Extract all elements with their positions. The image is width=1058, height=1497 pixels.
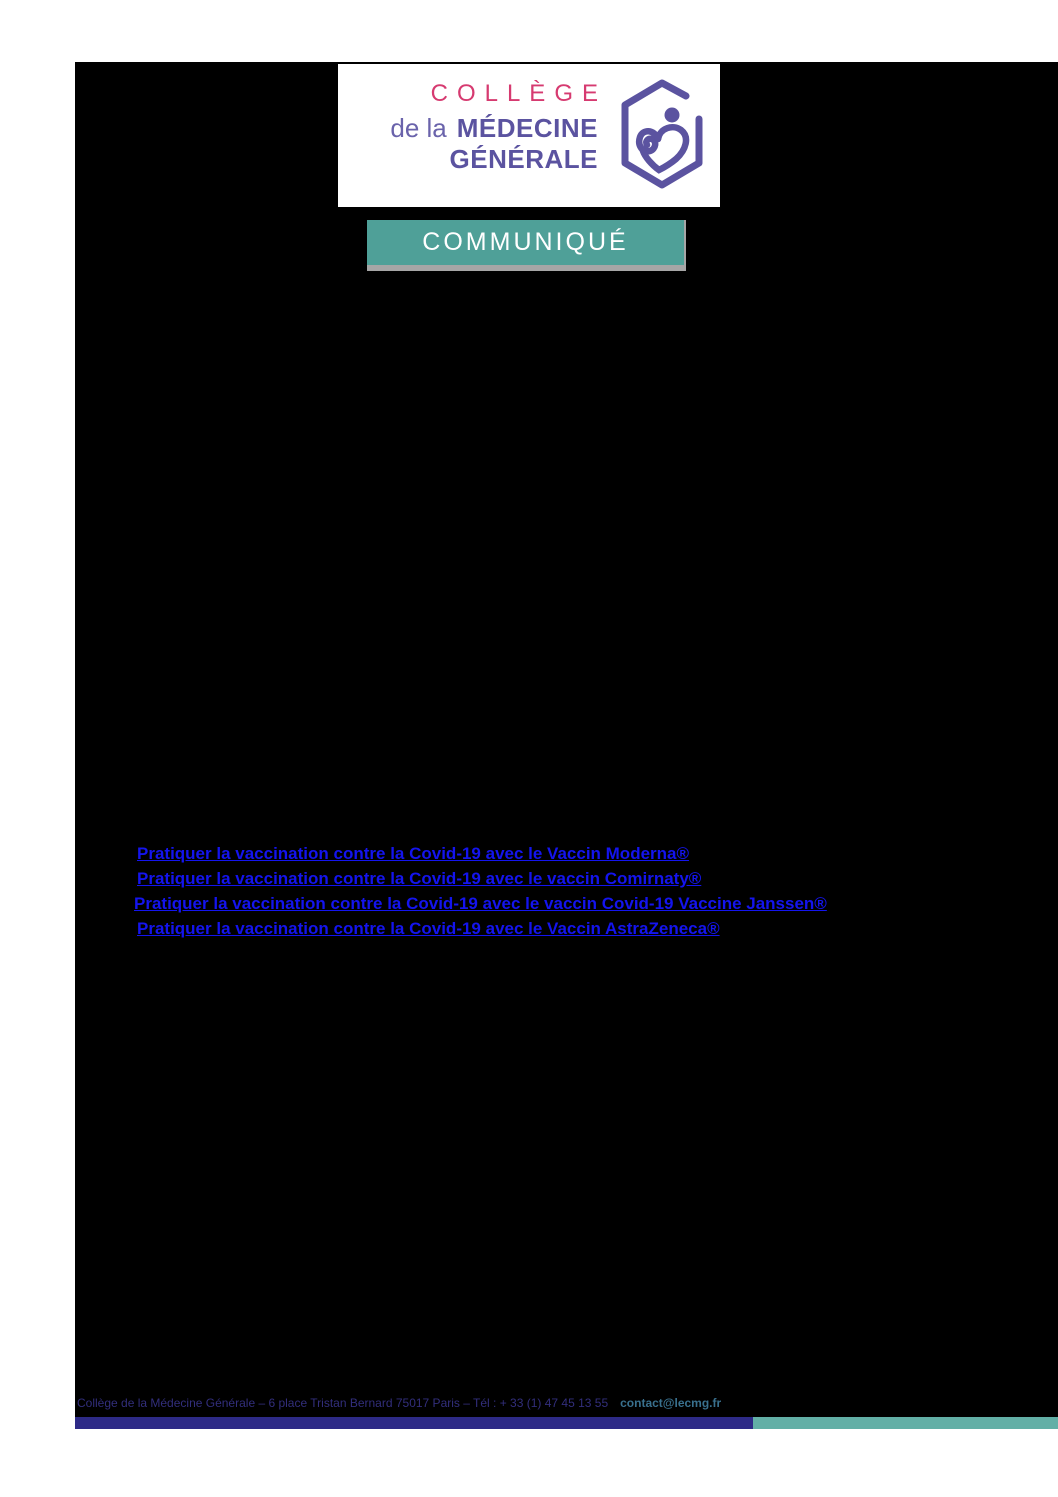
logo-medecine-line — [390, 115, 598, 141]
footer-address: Collège de la Médecine Générale – 6 place Tristan Bernard 75017 Paris – Tél : + 33 (1) 47 45 13 55 — [77, 1396, 609, 1410]
communique-banner — [367, 220, 686, 271]
link-vaccin-comirnaty[interactable]: Pratiquer la vaccination contre la Covid-19 avec le vaccin Comirnaty® — [137, 869, 702, 888]
cmg-logo — [338, 64, 720, 207]
footer-email-link[interactable]: contact@lecmg.fr — [620, 1396, 722, 1410]
cmg-logo-text — [390, 80, 607, 174]
communique-banner-label: COMMUNIQUÉ — [422, 228, 629, 256]
document-dark-area — [75, 62, 1058, 1417]
logo-de-la-label: de la — [390, 113, 447, 143]
link-vaccin-moderna[interactable]: Pratiquer la vaccination contre la Covid-19 avec le Vaccin Moderna® — [137, 844, 690, 863]
link-vaccin-astrazeneca[interactable]: Pratiquer la vaccination contre la Covid-19 avec le Vaccin AstraZeneca® — [137, 919, 720, 938]
logo-medecine-label: MÉDECINE — [456, 113, 598, 143]
footer-bar-teal — [753, 1417, 1058, 1429]
footer — [77, 1396, 721, 1411]
hexagon-person-heart-icon — [612, 76, 712, 194]
logo-college-label: COLLÈGE — [430, 80, 607, 107]
footer-bar-indigo — [75, 1417, 753, 1429]
link-vaccin-janssen[interactable]: Pratiquer la vaccination contre la Covid-19 avec le vaccin Covid-19 Vaccine Janssen® — [134, 894, 827, 913]
logo-generale-label: GÉNÉRALE — [449, 144, 598, 174]
